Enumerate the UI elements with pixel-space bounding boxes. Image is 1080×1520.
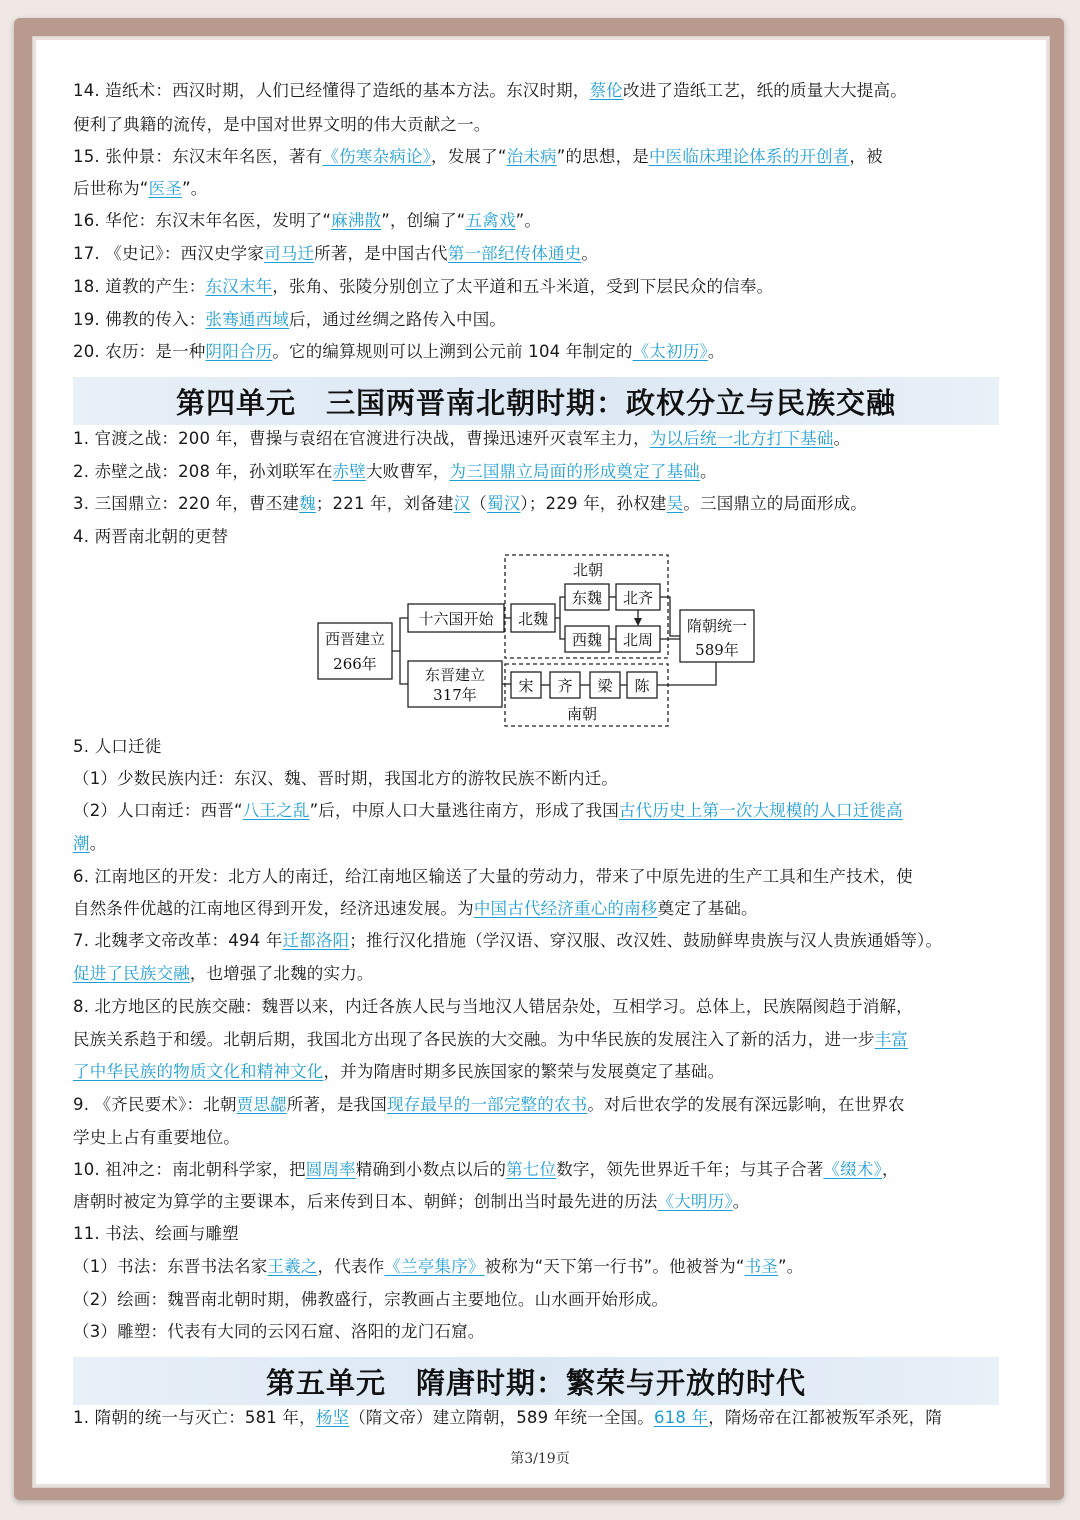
u4-item-7-cont: 促进了民族交融，也增强了北魏的实力。 <box>73 964 374 983</box>
label-beiwei: 北魏 <box>517 610 549 628</box>
u4-item-8-cont2: 了中华民族的物质文化和精神文化，并为隋唐时期多民族国家的繁荣与发展奠定了基础。 <box>73 1062 725 1081</box>
item-16: 16. 华佗：东汉末年名医，发明了“麻沸散”，创编了“五禽戏”。 <box>73 211 542 230</box>
label-beichao: 北朝 <box>572 561 604 579</box>
item-14-line1: 14. 造纸术：西汉时期，人们已经懂得了造纸的基本方法。东汉时期，蔡伦改进了造纸工艺，纸的质量大大提高。 <box>73 81 907 100</box>
label-sui-year: 589年 <box>695 641 739 659</box>
unit-5-title: 第五单元 隋唐时期：繁荣与开放的时代 <box>73 1357 999 1405</box>
label-dongjin-year: 317年 <box>433 686 477 704</box>
item-15-line2: 后世称为“医圣”。 <box>73 179 208 198</box>
item-15-line1: 15. 张仲景：东汉末年名医，著有《伤寒杂病论》，发展了“治未病”的思想，是中医临床理论体系的开创者，被 <box>73 147 883 166</box>
label-dongjin: 东晋建立 <box>424 666 486 684</box>
item-20: 20. 农历：是一种阴阳合历。它的编算规则可以上溯到公元前 104 年制定的《太初历》。 <box>73 342 725 361</box>
answer-cailun: 蔡伦 <box>589 81 623 100</box>
u4-item-10-cont: 唐朝时被定为算学的主要课本，后来传到日本、朝鲜；创制出当时最先进的历法《大明历》。 <box>73 1192 750 1211</box>
u4-item-10: 10. 祖冲之：南北朝科学家，把圆周率精确到小数点以后的第七位数字，领先世界近千年；与其子合著《缀术》， <box>73 1160 899 1179</box>
u4-item-8: 8. 北方地区的民族交融：魏晋以来，内迁各族人民与当地汉人错居杂处，互相学习。总体上，民族隔阂趋于消解， <box>73 997 913 1016</box>
u4-item-5-2: （2）人口南迁：西晋“八王之乱”后，中原人口大量逃往南方，形成了我国古代历史上第一次大规模的人口迁徙高 <box>73 801 903 820</box>
label-nanchao: 南朝 <box>566 705 598 723</box>
u4-item-9: 9. 《齐民要术》：北朝贾思勰所著，是我国现存最早的一部完整的农书。对后世农学的发展有深远影响，在世界农 <box>73 1095 905 1114</box>
u5-item-1: 1. 隋朝的统一与灭亡：581 年，杨坚（隋文帝）建立隋朝，589 年统一全国。618 年，隋炀帝在江都被叛军杀死，隋 <box>73 1408 943 1427</box>
label-song: 宋 <box>518 677 534 695</box>
label-beiqi: 北齐 <box>622 589 654 607</box>
u4-item-5: 5. 人口迁徙 <box>73 737 162 756</box>
label-qi: 齐 <box>557 677 573 695</box>
item-17: 17. 《史记》：西汉史学家司马迁所著，是中国古代第一部纪传体通史。 <box>73 244 599 263</box>
u4-item-3: 3. 三国鼎立：220 年，曹丕建魏；221 年，刘备建汉（蜀汉）；229 年，孙权建吴。三国鼎立的局面形成。 <box>73 494 868 513</box>
u4-item-9-cont: 学史上占有重要地位。 <box>73 1128 240 1147</box>
label-chen: 陈 <box>634 677 650 695</box>
u4-item-11: 11. 书法、绘画与雕塑 <box>73 1224 239 1243</box>
label-xijin: 西晋建立 <box>324 630 386 648</box>
u4-item-11-2: （2）绘画：魏晋南北朝时期，佛教盛行，宗教画占主要地位。山水画开始形成。 <box>73 1290 669 1309</box>
u4-item-4: 4. 两晋南北朝的更替 <box>73 527 229 546</box>
unit-4-title: 第四单元 三国两晋南北朝时期：政权分立与民族交融 <box>73 377 999 425</box>
u4-item-5-2-cont: 潮。 <box>73 834 107 853</box>
item-18: 18. 道教的产生：东汉末年，张角、张陵分别创立了太平道和五斗米道，受到下层民众的信奉。 <box>73 277 774 296</box>
u4-item-5-1: （1）少数民族内迁：东汉、魏、晋时期，我国北方的游牧民族不断内迁。 <box>73 769 619 788</box>
u4-item-6-cont: 自然条件优越的江南地区得到开发，经济迅速发展。为中国古代经济重心的南移奠定了基础。 <box>73 899 758 918</box>
label-liang: 梁 <box>597 677 613 695</box>
label-beizhou: 北周 <box>622 631 654 649</box>
page-number: 第3/19页 <box>510 1451 570 1467</box>
item-14-line2: 便利了典籍的流传，是中国对世界文明的伟大贡献之一。 <box>73 115 491 134</box>
u4-item-7: 7. 北魏孝文帝改革：494 年迁都洛阳；推行汉化措施（学汉语、穿汉服、改汉姓、鼓励鲜卑贵族与汉人贵族通婚等）。 <box>73 931 943 950</box>
u4-item-2: 2. 赤壁之战：208 年，孙刘联军在赤壁大败曹军，为三国鼎立局面的形成奠定了基础。 <box>73 462 717 481</box>
item-19: 19. 佛教的传入：张骞通西域后，通过丝绸之路传入中国。 <box>73 310 507 329</box>
u4-item-1: 1. 官渡之战：200 年，曹操与袁绍在官渡进行决战，曹操迅速歼灭袁军主力，为以后统一北方打下基础。 <box>73 429 851 448</box>
u4-item-6: 6. 江南地区的开发：北方人的南迁，给江南地区输送了大量的劳动力，带来了中原先进的生产工具和生产技术，使 <box>73 867 913 886</box>
label-dongwei: 东魏 <box>571 589 603 607</box>
label-xijin-year: 266年 <box>333 655 377 673</box>
u4-item-11-1: （1）书法：东晋书法名家王羲之，代表作《兰亭集序》被称为“天下第一行书”。他被誉为“书圣”。 <box>73 1257 804 1276</box>
u4-item-8-cont: 民族关系趋于和缓。北朝后期，我国北方出现了各民族的大交融。为中华民族的发展注入了新的活力，进一步丰富 <box>73 1030 909 1049</box>
u4-item-11-3: （3）雕塑：代表有大同的云冈石窟、洛阳的龙门石窟。 <box>73 1322 485 1341</box>
label-shiliu: 十六国开始 <box>418 610 494 628</box>
label-xiwei: 西魏 <box>571 631 603 649</box>
label-sui: 隋朝统一 <box>686 617 748 635</box>
